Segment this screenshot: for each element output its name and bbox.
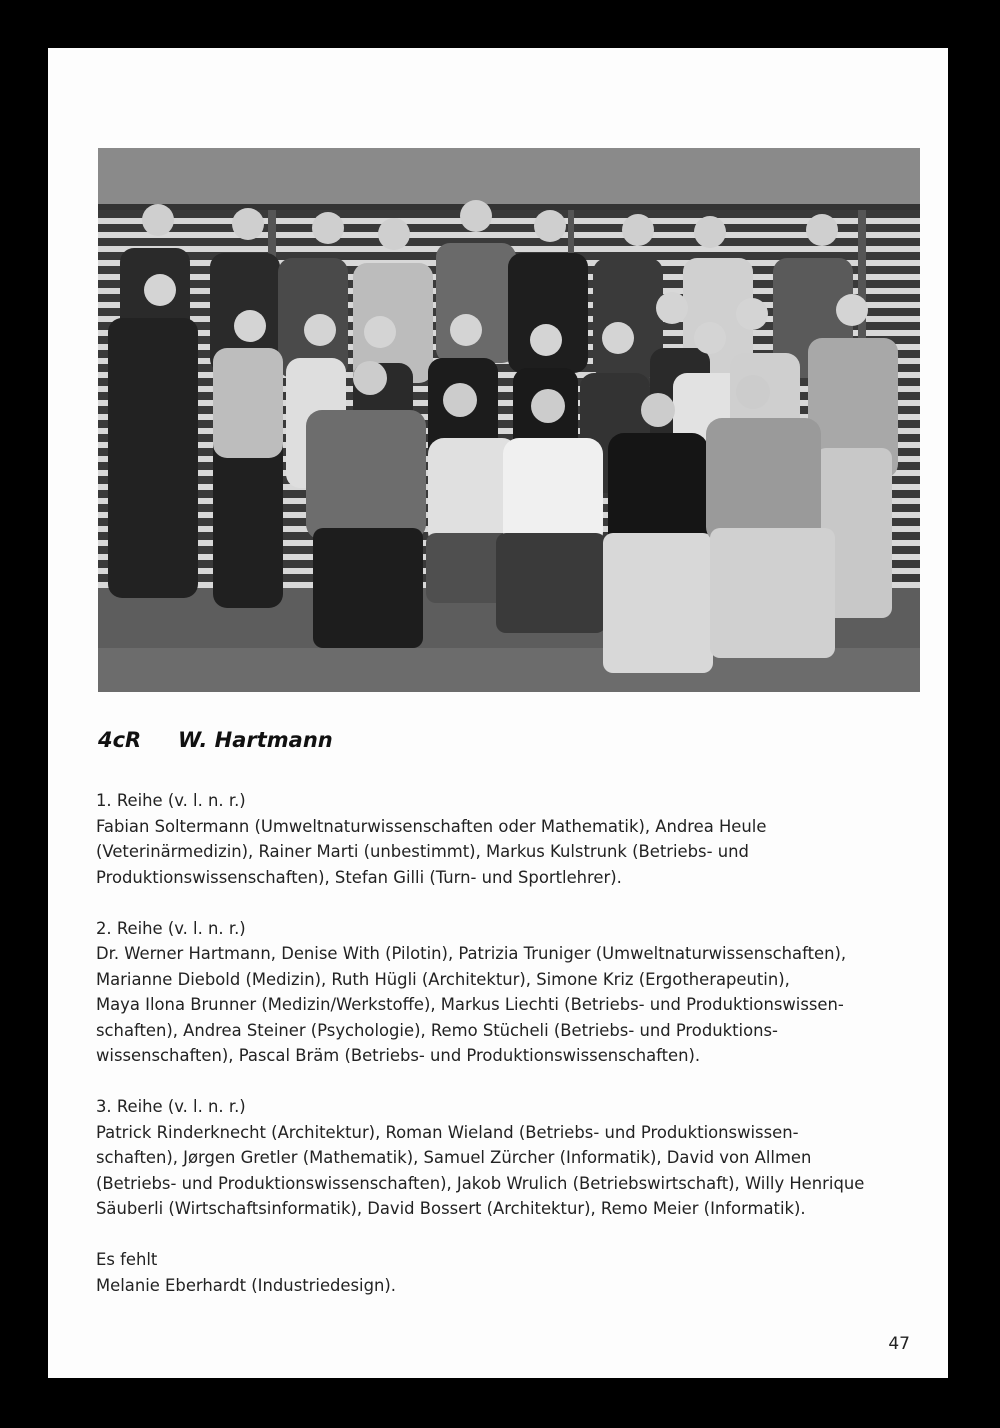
text-line: Melanie Eberhardt (Industriedesign). xyxy=(96,1275,397,1295)
section-title: Es fehlt xyxy=(96,1250,158,1269)
section-row-2 xyxy=(96,916,916,1069)
text-line: schaften), Andrea Steiner (Psychologie), Remo Stücheli (Betriebs- und Produktions- xyxy=(96,1020,778,1040)
caption-text xyxy=(96,788,916,1324)
text-line: Produktionswissenschaften), Stefan Gilli (Turn- und Sportlehrer). xyxy=(96,867,622,887)
text-line: Säuberli (Wirtschaftsinformatik), David Bossert (Architektur), Remo Meier (Informatik). xyxy=(96,1199,806,1218)
class-heading xyxy=(98,728,333,752)
text-line: Marianne Diebold (Medizin), Ruth Hügli (Architektur), Simone Kriz (Ergotherapeutin), xyxy=(96,969,790,989)
group-photo xyxy=(98,148,920,692)
text-line: Fabian Soltermann (Umweltnaturwissenschaften oder Mathematik), Andrea Heule xyxy=(96,816,767,836)
section-row-1 xyxy=(96,788,916,890)
section-title: 3. Reihe (v. l. n. r.) xyxy=(96,1097,246,1116)
text-line: schaften), Jørgen Gretler (Mathematik), Samuel Zürcher (Informatik), David von Allmen xyxy=(96,1148,812,1167)
text-line: Patrick Rinderknecht (Architektur), Roman Wieland (Betriebs- und Produktionswissen- xyxy=(96,1122,799,1142)
page-number: 47 xyxy=(888,1334,910,1354)
text-line: (Betriebs- und Produktionswissenschaften), Jakob Wrulich (Betriebswirtschaft), Willy Henrique xyxy=(96,1173,865,1193)
teacher-name: W. Hartmann xyxy=(178,728,333,752)
section-title: 2. Reihe (v. l. n. r.) xyxy=(96,918,246,938)
section-row-3 xyxy=(96,1094,916,1222)
text-line: wissenschaften), Pascal Bräm (Betriebs- und Produktionswissenschaften). xyxy=(96,1046,701,1065)
group-photo-illustration xyxy=(98,148,920,692)
section-missing xyxy=(96,1247,916,1298)
text-line: Dr. Werner Hartmann, Denise With (Pilotin), Patrizia Truniger (Umweltnaturwissenschaften), xyxy=(96,944,847,963)
class-code: 4cR xyxy=(98,728,142,752)
section-title: 1. Reihe (v. l. n. r.) xyxy=(96,791,246,810)
document-page xyxy=(48,48,948,1378)
text-line: Maya Ilona Brunner (Medizin/Werkstoffe), Markus Liechti (Betriebs- und Produktionswissen- xyxy=(96,995,844,1014)
text-line: (Veterinärmedizin), Rainer Marti (unbestimmt), Markus Kulstrunk (Betriebs- und xyxy=(96,842,749,861)
